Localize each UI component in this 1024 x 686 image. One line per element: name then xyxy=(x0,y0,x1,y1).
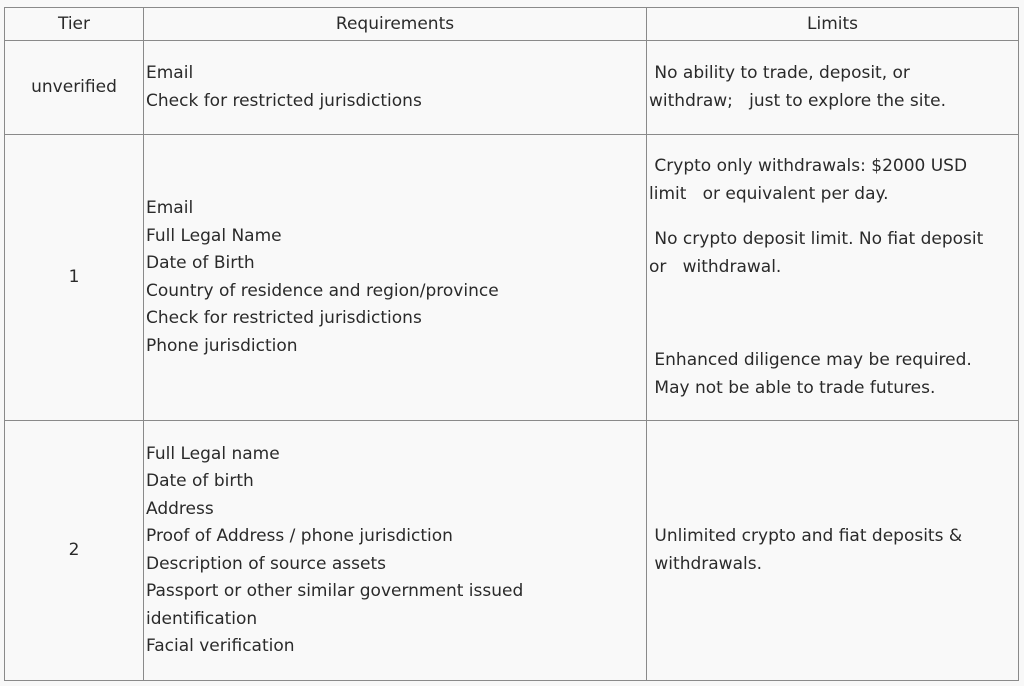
limit-line: withdrawals. xyxy=(649,553,762,574)
requirement-item: Email xyxy=(146,63,194,83)
verification-tiers-table xyxy=(4,7,1019,681)
limit-line: limit or equivalent per day. xyxy=(649,183,889,204)
limits-cell xyxy=(647,421,1019,681)
requirement-item: Full Legal Name xyxy=(146,225,282,246)
requirement-item: Proof of Address / phone jurisdiction xyxy=(146,526,453,546)
table-row-tier-1 xyxy=(5,135,1019,421)
requirement-item: Address xyxy=(146,498,214,519)
limits-cell xyxy=(647,135,1019,421)
table-row-tier-2 xyxy=(5,421,1019,681)
limit-line: or withdrawal. xyxy=(649,256,782,277)
table-row-unverified xyxy=(5,41,1019,135)
requirement-item: identification xyxy=(146,608,258,629)
requirement-item: Facial verification xyxy=(146,636,295,656)
tier-cell: 2 xyxy=(5,421,144,681)
header-tier: Tier xyxy=(5,8,144,41)
requirement-item: Date of birth xyxy=(146,471,254,491)
header-requirements: Requirements xyxy=(144,8,647,41)
limits-cell xyxy=(647,41,1019,135)
requirement-item: Email xyxy=(146,198,194,218)
header-row xyxy=(5,8,1019,41)
limit-line: May not be able to trade futures. xyxy=(649,377,936,398)
paragraph-gap xyxy=(649,281,1012,347)
table-header xyxy=(5,8,1019,41)
limit-line: Crypto only withdrawals: $2000 USD xyxy=(649,156,968,176)
requirements-cell xyxy=(144,41,647,135)
paragraph-gap xyxy=(649,208,1012,226)
requirements-cell xyxy=(144,421,647,681)
tier-cell: 1 xyxy=(5,135,144,421)
requirement-item: Check for restricted jurisdictions xyxy=(146,90,422,111)
limit-line: Unlimited crypto and fiat deposits & xyxy=(649,526,963,546)
requirement-item: Description of source assets xyxy=(146,553,386,574)
requirement-item: Country of residence and region/province xyxy=(146,280,499,301)
requirements-cell xyxy=(144,135,647,421)
limit-line: Enhanced diligence may be required. xyxy=(649,350,972,370)
requirement-item: Full Legal name xyxy=(146,443,280,464)
requirement-item: Phone jurisdiction xyxy=(146,335,298,356)
tier-cell: unverified xyxy=(5,41,144,135)
table-body xyxy=(5,41,1019,681)
requirement-item: Passport or other similar government issued xyxy=(146,581,524,601)
limit-line: No crypto deposit limit. No fiat deposit xyxy=(649,229,984,249)
requirement-item: Date of Birth xyxy=(146,253,255,273)
limit-line: No ability to trade, deposit, or xyxy=(649,63,910,83)
header-limits: Limits xyxy=(647,8,1019,41)
limit-line: withdraw; just to explore the site. xyxy=(649,90,947,111)
requirement-item: Check for restricted jurisdictions xyxy=(146,308,422,328)
